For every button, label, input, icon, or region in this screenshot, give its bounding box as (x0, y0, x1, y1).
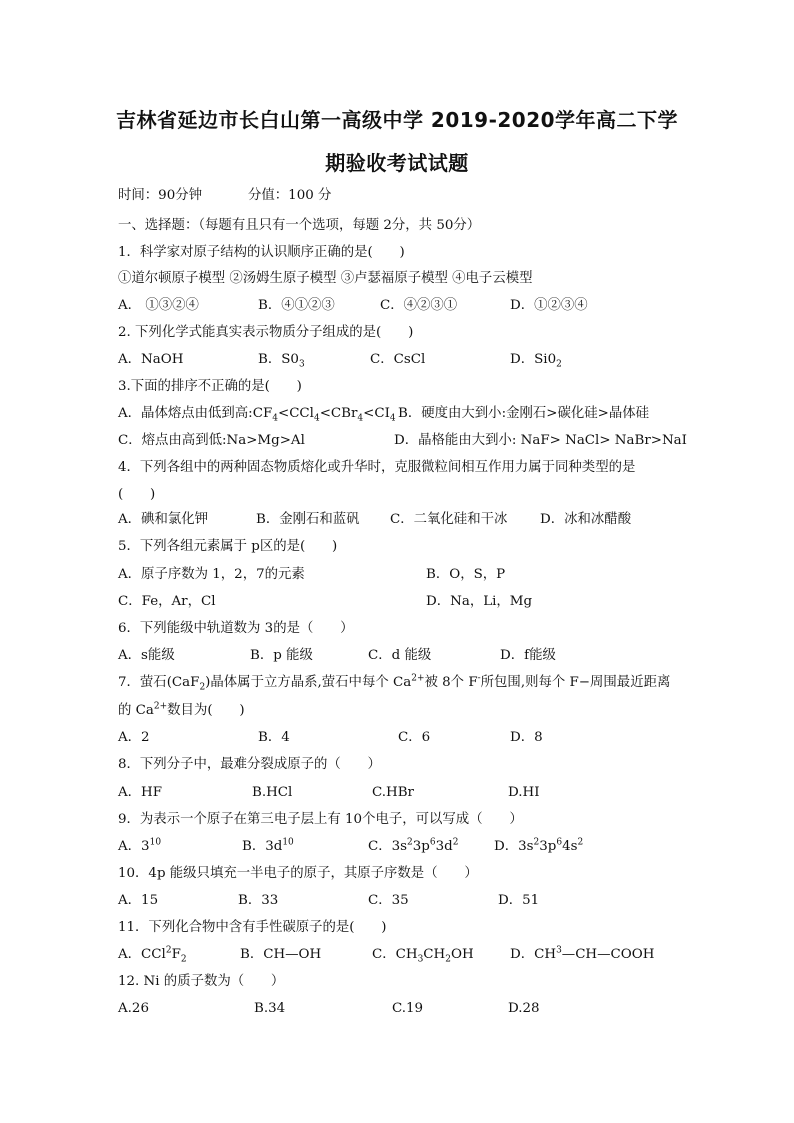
title-line-2: 期验收考试试题 (325, 151, 469, 175)
q11-option-d: D．$CH^3—CH—COOH$ (510, 945, 655, 962)
q10-option-d: D．51 (498, 893, 540, 908)
q2-stem: 2. 下列化学式能真实表示物质分子组成的是( ) (118, 325, 414, 340)
q9-option-b: B．$3d^{10}$ (242, 837, 294, 854)
q7-stem-line-1: 7．萤石(CaF$_2$)晶体属于立方晶系,萤石中每个 $Ca^{2+}$被 8个 F-所包围,则每个 F−周围最近距离 (118, 673, 671, 693)
q2-option-c: C．CsCl (370, 352, 426, 367)
q1-sub: ①道尔顿原子模型 ②汤姆生原子模型 ③卢瑟福原子模型 ④电子云模型 (118, 271, 533, 286)
q4-paren: ( ) (118, 487, 156, 502)
q8-stem: 8．下列分子中，最难分裂成原子的（ ） (118, 757, 381, 772)
q12-option-a: A.26 (118, 1001, 149, 1016)
q1-stem: 1．科学家对原子结构的认识顺序正确的是( ) (118, 245, 405, 260)
q6-stem: 6．下列能级中轨道数为 3的是（ ） (118, 621, 354, 636)
q4-stem: 4．下列各组中的两种固态物质熔化或升华时，克服微粒间相互作用力属于同种类型的是 (118, 460, 636, 475)
q7-stem-line-2: 的 $Ca^{2+}$数目为( ) (118, 701, 245, 718)
exam-score: 分值：100 分 (248, 188, 332, 203)
q9-stem: 9．为表示一个原子在第三电子层上有 10个电子，可以写成（ ） (118, 812, 523, 827)
q3-option-d: D．晶格能由大到小: NaF> NaCl> NaBr>NaI (394, 433, 687, 448)
q6-option-d: D．f能级 (500, 648, 556, 663)
q2-option-d: D．$Si0_2$ (510, 352, 562, 370)
q3-option-b: B．硬度由大到小:金刚石>碳化硅>晶体硅 (398, 406, 650, 421)
q6-option-b: B．p 能级 (250, 648, 313, 663)
q8-option-a: A．HF (118, 785, 163, 800)
q3-option-a: A．晶体熔点由低到高$:CF_4<CCl_4<CBr_4<CI_4$ (118, 406, 396, 424)
q1-option-b: B．④①②③ (258, 298, 335, 313)
q5-option-c: C．Fe，Ar，Cl (118, 594, 216, 609)
q3-option-c: C．熔点由高到低:Na>Mg>Al (118, 433, 305, 448)
q11-option-a: A．$CCl^2F_2$ (118, 945, 187, 965)
q1-option-c: C．④②③① (380, 298, 458, 313)
q7-option-d: D．8 (510, 730, 543, 745)
q6-option-a: A．s能级 (118, 648, 175, 663)
q11-stem: 11．下列化合物中含有手性碳原子的是( ) (118, 920, 387, 935)
q4-option-a: A．碘和氯化钾 (118, 512, 209, 527)
q2-option-a: A．NaOH (118, 352, 184, 367)
q7-option-c: C．6 (398, 730, 431, 745)
q1-option-d: D．①②③④ (510, 298, 588, 313)
q5-option-b: B．O，S，P (426, 567, 506, 582)
q10-option-b: B．33 (238, 893, 279, 908)
q12-stem: 12. Ni 的质子数为（ ） (118, 974, 285, 989)
q5-stem: 5．下列各组元素属于 p区的是( ) (118, 539, 338, 554)
q11-option-c: C．$CH_3CH_2OH$ (372, 947, 474, 965)
q5-option-a: A．原子序数为 1，2，7的元素 (118, 567, 305, 582)
exam-time: 时间：90分钟 (118, 188, 202, 203)
q11-option-b: B．CH—OH (240, 947, 322, 962)
q12-option-b: B.34 (254, 1001, 286, 1016)
q2-option-b: B．$S0_3$ (258, 352, 305, 370)
q12-option-c: C.19 (392, 1001, 424, 1016)
q4-option-c: C．二氧化硅和干冰 (390, 512, 508, 527)
q4-option-d: D．冰和冰醋酸 (540, 512, 632, 527)
q12-option-d: D.28 (508, 1001, 540, 1016)
q3-stem: 3.下面的排序不正确的是( ) (118, 379, 302, 394)
q8-option-d: D.HI (508, 785, 540, 800)
title-line-1: 吉林省延边市长白山第一高级中学 2019-2020学年高二下学 (115, 108, 679, 132)
q7-option-a: A．2 (118, 730, 150, 745)
q4-option-b: B．金刚石和蓝矾 (256, 512, 360, 527)
q1-option-a: A． ①③②④ (118, 298, 199, 313)
q9-option-d: D．$3s^23p^64s^2$ (494, 837, 584, 854)
q5-option-d: D．Na，Li，Mg (426, 594, 533, 609)
q8-option-c: C.HBr (372, 785, 414, 800)
q10-option-a: A．15 (118, 893, 159, 908)
q10-stem: 10．4p 能级只填充一半电子的原子，其原子序数是（ ） (118, 866, 478, 881)
q10-option-c: C．35 (368, 893, 409, 908)
q9-option-a: A．$3^{10}$ (118, 837, 162, 854)
q9-option-c: C．$3s^23p^63d^2$ (368, 837, 459, 854)
q8-option-b: B.HCl (252, 785, 293, 800)
section-heading: 一、选择题：（每题有且只有一个选项，每题 2分，共 50分） (118, 218, 481, 233)
q6-option-c: C．d 能级 (368, 648, 432, 663)
q7-option-b: B．4 (258, 730, 290, 745)
